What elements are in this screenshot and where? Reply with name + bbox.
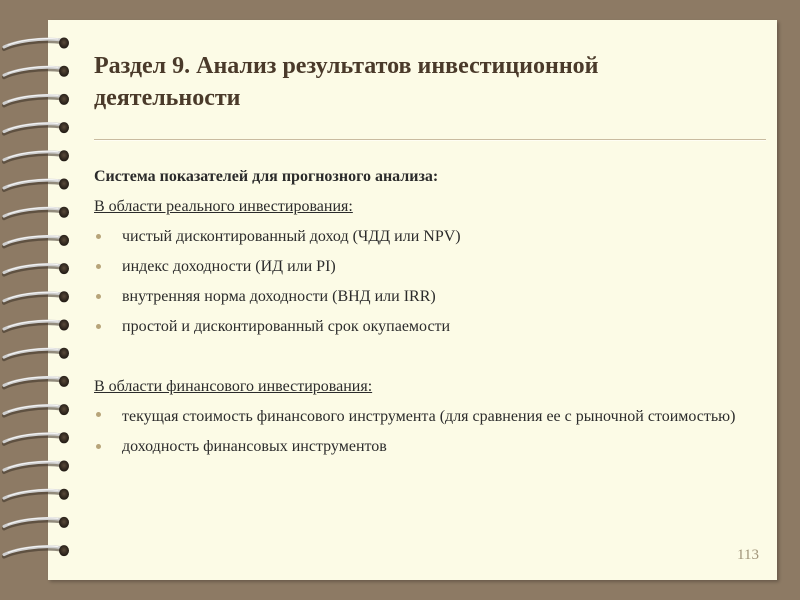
bullet-icon [96, 234, 101, 239]
spiral-ring [4, 94, 69, 106]
section-spacer [94, 342, 764, 372]
list-item-text: чистый дисконтированный доход (ЧДД или NPV) [122, 228, 461, 245]
spiral-ring [4, 404, 69, 416]
spiral-ring [4, 461, 69, 473]
list-item-text: простой и дисконтированный срок окупаемости [122, 318, 451, 335]
bullet-icon [96, 294, 101, 299]
spiral-ring [4, 263, 69, 275]
list-item-text: внутренняя норма доходности (ВНД или IRR) [122, 288, 436, 305]
slide-title: Раздел 9. Анализ результатов инвестиционной деятельности [94, 53, 599, 111]
real-investment-list [94, 222, 764, 342]
spiral-ring [4, 489, 69, 501]
spiral-ring [4, 348, 69, 360]
slide-page [48, 20, 777, 580]
spiral-ring [4, 320, 69, 332]
list-item [94, 282, 764, 312]
bullet-icon [96, 444, 101, 449]
list-item [94, 222, 764, 252]
indicators-heading: Система показателей для прогнозного анализа: [94, 168, 439, 185]
spiral-ring [4, 38, 69, 50]
spiral-ring [4, 150, 69, 162]
spiral-ring [4, 291, 69, 303]
list-item-text: текущая стоимость финансового инструмента (для сравнения ее с рыночной стоимостью) [122, 408, 736, 425]
list-item [94, 402, 764, 432]
list-item-text: доходность финансовых инструментов [122, 438, 387, 455]
spiral-ring [4, 122, 69, 134]
spiral-rings-icon [0, 0, 80, 600]
real-investment-heading: В области реального инвестирования: [94, 198, 353, 215]
spiral-ring [4, 376, 69, 388]
bullet-icon [96, 324, 101, 329]
spiral-ring [4, 207, 69, 219]
spiral-ring [4, 517, 69, 529]
list-item [94, 312, 764, 342]
list-item-text: индекс доходности (ИД или PI) [122, 258, 336, 275]
spiral-ring [4, 432, 69, 444]
financial-investment-heading: В области финансового инвестирования: [94, 378, 373, 395]
financial-investment-list [94, 402, 764, 462]
slide-content [94, 162, 764, 462]
list-item [94, 252, 764, 282]
page-number: 113 [737, 547, 759, 563]
spiral-ring [4, 545, 69, 557]
bullet-icon [96, 412, 101, 417]
spiral-ring [4, 235, 69, 247]
spiral-ring [4, 66, 69, 78]
bullet-icon [96, 264, 101, 269]
list-item [94, 432, 764, 462]
spiral-ring [4, 179, 69, 191]
title-divider [94, 139, 766, 140]
